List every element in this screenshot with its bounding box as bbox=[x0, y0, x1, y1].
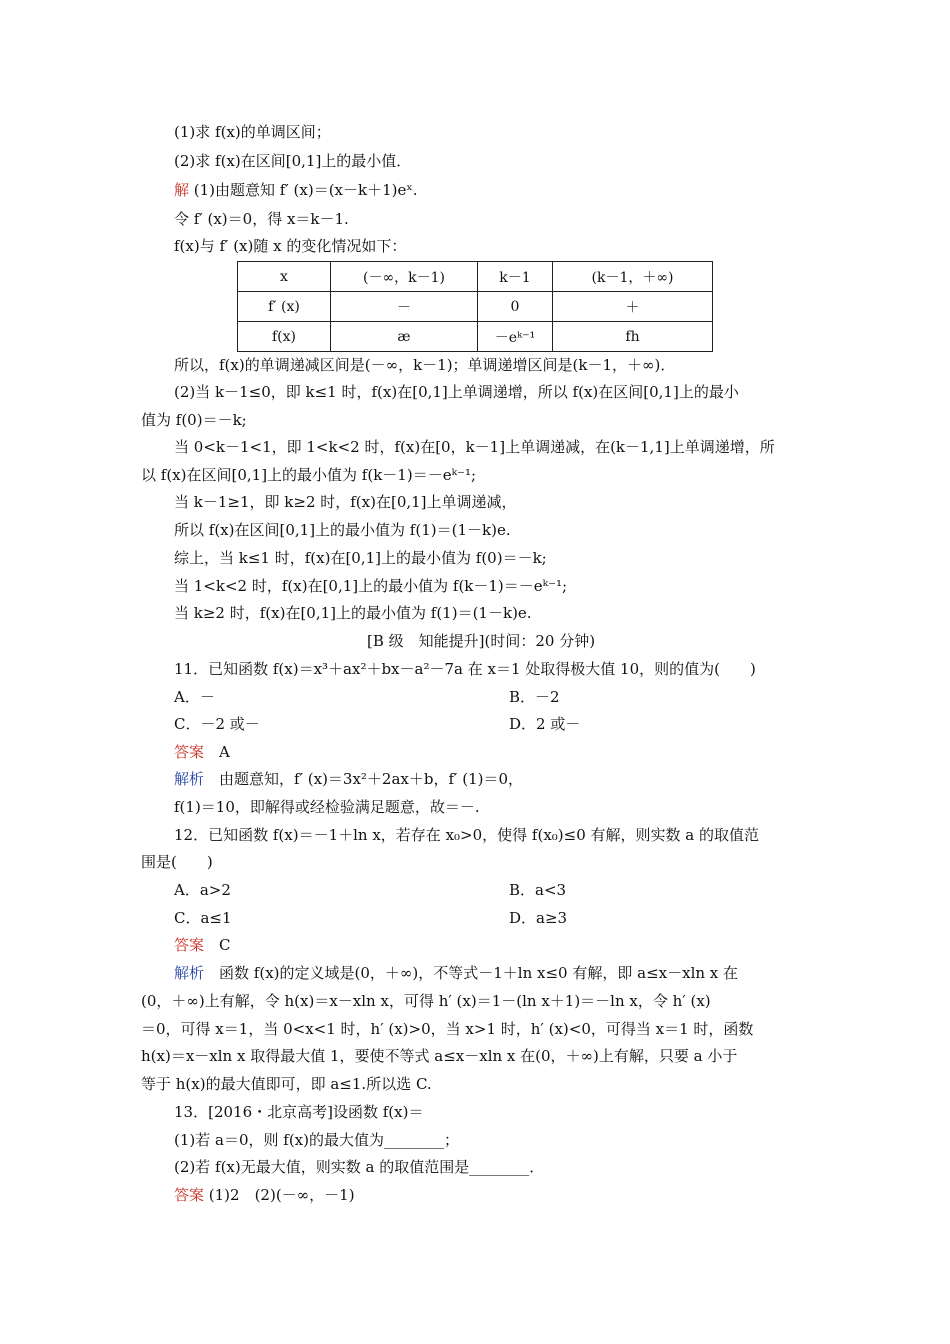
q12-analysis-3: ＝0，可得 x＝1，当 0<x<1 时，h′ (x)>0，当 x>1 时，h′ (x)<0，可得当 x＝1 时，函数 bbox=[141, 1020, 754, 1038]
answer-label: 答案 bbox=[174, 1186, 205, 1204]
section-b-heading: [B 级 知能提升](时间：20 分钟) bbox=[367, 632, 596, 650]
analysis-text: 函数 f(x)的定义域是(0，＋∞)，不等式－1＋ln x≤0 有解，即 a≤x－xln x 在 bbox=[219, 964, 739, 982]
q11-analysis-1 bbox=[174, 769, 523, 789]
table-cell: －eᵏ⁻¹ bbox=[478, 322, 553, 352]
q12-analysis-1 bbox=[174, 963, 738, 983]
q11-stem: 11．已知函数 f(x)＝x³＋ax²＋bx－a²－7a 在 x＝1 处取得极大值 10，则的值为( ) bbox=[174, 660, 756, 678]
table-row bbox=[238, 292, 713, 322]
case-2-line-2: 以 f(x)在区间[0,1]上的最小值为 f(k－1)＝－eᵏ⁻¹; bbox=[141, 466, 477, 484]
table-cell: ＋ bbox=[553, 292, 713, 322]
analysis-label: 解析 bbox=[174, 770, 205, 788]
q13-answer bbox=[174, 1185, 355, 1205]
table-cell: k－1 bbox=[478, 262, 553, 292]
q12-stem-2: 围是( ) bbox=[141, 853, 213, 871]
q13-stem: 13．[2016・北京高考]设函数 f(x)＝ bbox=[174, 1103, 424, 1121]
variation-table bbox=[237, 261, 713, 352]
case-3-line-1: 当 k－1≥1，即 k≥2 时，f(x)在[0,1]上单调递减， bbox=[174, 493, 517, 511]
q13-part-1: (1)若 a＝0，则 f(x)的最大值为________； bbox=[174, 1131, 459, 1149]
case-1-line-1: (2)当 k－1≤0，即 k≤1 时，f(x)在[0,1]上单调递增，所以 f(x)在区间[0,1]上的最小 bbox=[174, 383, 739, 401]
analysis-text: 由题意知，f′ (x)＝3x²＋2ax＋b，f′ (1)＝0， bbox=[219, 770, 524, 788]
case-3-line-2: 所以 f(x)在区间[0,1]上的最小值为 f(1)＝(1－k)e. bbox=[174, 521, 511, 539]
q12-option-b: B．a<3 bbox=[509, 881, 567, 899]
answer-value: C bbox=[219, 936, 231, 954]
q11-option-a: A．－ bbox=[174, 688, 215, 706]
q12-option-c: C．a≤1 bbox=[174, 909, 232, 927]
q12-analysis-2: (0，＋∞)上有解，令 h(x)＝x－xln x，可得 h′ (x)＝1－(ln x＋1)＝－ln x，令 h′ (x) bbox=[141, 992, 711, 1010]
q12-option-d: D．a≥3 bbox=[509, 909, 568, 927]
summary-line-1: 综上，当 k≤1 时，f(x)在[0,1]上的最小值为 f(0)＝－k; bbox=[174, 549, 547, 567]
q13-part-2: (2)若 f(x)无最大值，则实数 a 的取值范围是________． bbox=[174, 1158, 545, 1176]
q12-option-a: A．a>2 bbox=[174, 881, 231, 899]
table-cell: f(x) bbox=[238, 322, 331, 352]
table-cell: 0 bbox=[478, 292, 553, 322]
q12-analysis-5: 等于 h(x)的最大值即可，即 a≤1.所以选 C. bbox=[141, 1075, 432, 1093]
answer-value: (1)2 (2)(－∞，－1) bbox=[204, 1186, 355, 1204]
part-1-prompt: (1)求 f(x)的单调区间； bbox=[174, 123, 331, 141]
critical-point-line: 令 f′ (x)＝0，得 x＝k－1. bbox=[174, 210, 349, 228]
q12-analysis-4: h(x)＝x－xln x 取得最大值 1，要使不等式 a≤x－xln x 在(0，＋∞)上有解，只要 a 小于 bbox=[141, 1047, 738, 1065]
table-cell: fh bbox=[553, 322, 713, 352]
analysis-label: 解析 bbox=[174, 964, 205, 982]
q11-option-d: D．2 或－ bbox=[509, 715, 581, 733]
table-intro: f(x)与 f′ (x)随 x 的变化情况如下： bbox=[174, 237, 407, 255]
table-cell: (－∞，k－1) bbox=[331, 262, 478, 292]
q11-option-c: C．－2 或－ bbox=[174, 715, 260, 733]
q11-analysis-2: f(1)＝10，即解得或经检验满足题意，故＝－. bbox=[174, 798, 480, 816]
summary-line-3: 当 k≥2 时，f(x)在[0,1]上的最小值为 f(1)＝(1－k)e. bbox=[174, 604, 532, 622]
table-cell: æ bbox=[331, 322, 478, 352]
answer-label: 答案 bbox=[174, 936, 205, 954]
table-cell: f′ (x) bbox=[238, 292, 331, 322]
q11-option-b: B．－2 bbox=[509, 688, 560, 706]
table-cell: － bbox=[331, 292, 478, 322]
part-2-prompt: (2)求 f(x)在区间[0,1]上的最小值． bbox=[174, 152, 412, 170]
q11-answer bbox=[174, 742, 230, 762]
solution-text: (1)由题意知 f′ (x)＝(x－k＋1)eˣ. bbox=[189, 181, 418, 199]
case-1-line-2: 值为 f(0)＝－k; bbox=[141, 411, 247, 429]
answer-label: 答案 bbox=[174, 743, 205, 761]
table-row bbox=[238, 322, 713, 352]
monotonic-intervals: 所以，f(x)的单调递减区间是(－∞，k－1)；单调递增区间是(k－1，＋∞)． bbox=[174, 356, 676, 374]
solution-label: 解 bbox=[174, 181, 190, 199]
table-cell: (k－1，＋∞) bbox=[553, 262, 713, 292]
case-2-line-1: 当 0<k－1<1，即 1<k<2 时，f(x)在[0，k－1]上单调递减，在(k－1,1]上单调递增，所 bbox=[174, 438, 775, 456]
summary-line-2: 当 1<k<2 时，f(x)在[0,1]上的最小值为 f(k－1)＝－eᵏ⁻¹; bbox=[174, 577, 568, 595]
table-cell: x bbox=[238, 262, 331, 292]
table-row bbox=[238, 262, 713, 292]
q12-answer bbox=[174, 935, 231, 955]
solution-line bbox=[174, 180, 418, 200]
answer-value: A bbox=[219, 743, 230, 761]
q12-stem-1: 12．已知函数 f(x)＝－1＋ln x，若存在 x₀>0，使得 f(x₀)≤0 有解，则实数 a 的取值范 bbox=[174, 826, 760, 844]
